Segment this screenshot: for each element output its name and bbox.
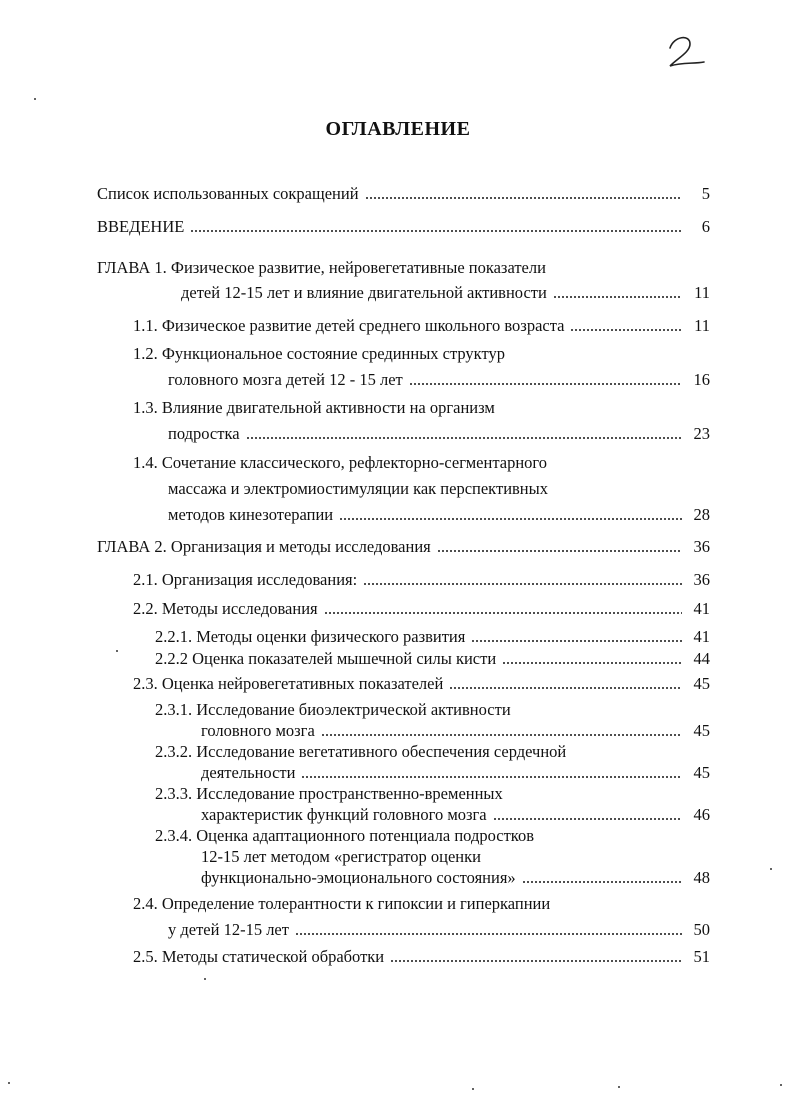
toc-entry-2-4[interactable]: 2.4. Определение толерантности к гипоксии и гиперкапнии <box>133 894 551 913</box>
scan-speck <box>8 1082 10 1084</box>
toc-entry-2-3-2-cont[interactable]: деятельности 45 <box>201 763 710 782</box>
scan-speck <box>780 1084 782 1086</box>
toc-entry-2-3[interactable]: 2.3. Оценка нейровегетативных показателей 45 <box>133 674 710 693</box>
scan-speck <box>34 98 36 100</box>
toc-entry-1-3-cont[interactable]: подростка 23 <box>168 424 710 443</box>
toc-entry-2-4-cont[interactable]: у детей 12-15 лет 50 <box>168 920 710 939</box>
toc-page-number: 46 <box>693 805 710 824</box>
toc-entry-2-3-3-cont[interactable]: характеристик функций головного мозга 46 <box>201 805 710 824</box>
toc-entry-2-3-4[interactable]: 2.3.4. Оценка адаптационного потенциала подростков <box>155 826 535 845</box>
toc-entry-chapter-1[interactable]: ГЛАВА 1. Физическое развитие, нейровегетативные показатели <box>97 258 546 277</box>
toc-entry-2-2-2[interactable]: 2.2.2 Оценка показателей мышечной силы кисти 44 <box>155 649 710 668</box>
toc-page-number: 5 <box>701 184 710 203</box>
toc-entry-1-1[interactable]: 1.1. Физическое развитие детей среднего школьного возраста 11 <box>133 316 710 335</box>
toc-page-number: 45 <box>693 674 710 693</box>
toc-entry-1-4-line2: массажа и электромиостимуляции как перспективных <box>168 479 548 498</box>
toc-page-number: 44 <box>693 649 710 668</box>
toc-page-number: 11 <box>694 283 710 302</box>
toc-page-number: 51 <box>693 947 710 966</box>
toc-entry-2-3-4-line2: 12-15 лет методом «регистратор оценки <box>201 847 481 866</box>
scan-speck <box>618 1086 620 1088</box>
toc-entry-2-3-3[interactable]: 2.3.3. Исследование пространственно-временных <box>155 784 503 803</box>
toc-entry-1-2-cont[interactable]: головного мозга детей 12 - 15 лет 16 <box>168 370 710 389</box>
scan-speck <box>116 650 118 652</box>
toc-entry-1-2[interactable]: 1.2. Функциональное состояние срединных структур <box>133 344 505 363</box>
toc-page-number: 45 <box>693 721 710 740</box>
toc-entry-2-5[interactable]: 2.5. Методы статической обработки 51 <box>133 947 710 966</box>
toc-page-number: 36 <box>693 537 710 556</box>
toc-page-number: 50 <box>693 920 710 939</box>
toc-entry-2-3-4-cont[interactable]: функционально-эмоционального состояния» 48 <box>201 868 710 887</box>
toc-page-number: 48 <box>693 868 710 887</box>
toc-entry-introduction[interactable]: ВВЕДЕНИЕ 6 <box>97 217 710 236</box>
toc-page-number: 11 <box>694 316 710 335</box>
toc-entry-1-3[interactable]: 1.3. Влияние двигательной активности на организм <box>133 398 495 417</box>
scan-speck <box>472 1088 474 1090</box>
toc-entry-2-3-1[interactable]: 2.3.1. Исследование биоэлектрической активности <box>155 700 511 719</box>
toc-entry-2-3-2[interactable]: 2.3.2. Исследование вегетативного обеспечения сердечной <box>155 742 567 761</box>
toc-entry-chapter-2[interactable]: ГЛАВА 2. Организация и методы исследования 36 <box>97 537 710 556</box>
toc-entry-2-1[interactable]: 2.1. Организация исследования: 36 <box>133 570 710 589</box>
toc-page-number: 6 <box>701 217 710 236</box>
toc-page-number: 36 <box>693 570 710 589</box>
toc-page-number: 41 <box>693 627 710 646</box>
toc-entry-abbreviations[interactable]: Список использованных сокращений 5 <box>97 184 710 203</box>
toc-page-number: 28 <box>693 505 710 524</box>
toc-entry-2-2-1[interactable]: 2.2.1. Методы оценки физического развития 41 <box>155 627 710 646</box>
toc-page-number: 23 <box>693 424 710 443</box>
toc-entry-2-3-1-cont[interactable]: головного мозга 45 <box>201 721 710 740</box>
scan-speck <box>204 978 206 980</box>
toc-page-number: 41 <box>693 599 710 618</box>
toc-page-number: 16 <box>693 370 710 389</box>
scan-speck <box>770 868 772 870</box>
toc-entry-1-4-cont[interactable]: методов кинезотерапии 28 <box>168 505 710 524</box>
toc-entry-chapter-1-cont[interactable]: детей 12-15 лет и влияние двигательной активности 11 <box>181 283 710 302</box>
toc-entry-1-4[interactable]: 1.4. Сочетание классического, рефлекторно-сегментарного <box>133 453 548 472</box>
toc-page-number: 45 <box>693 763 710 782</box>
toc-title: ОГЛАВЛЕНИЕ <box>325 118 471 140</box>
toc-entry-2-2[interactable]: 2.2. Методы исследования 41 <box>133 599 710 618</box>
